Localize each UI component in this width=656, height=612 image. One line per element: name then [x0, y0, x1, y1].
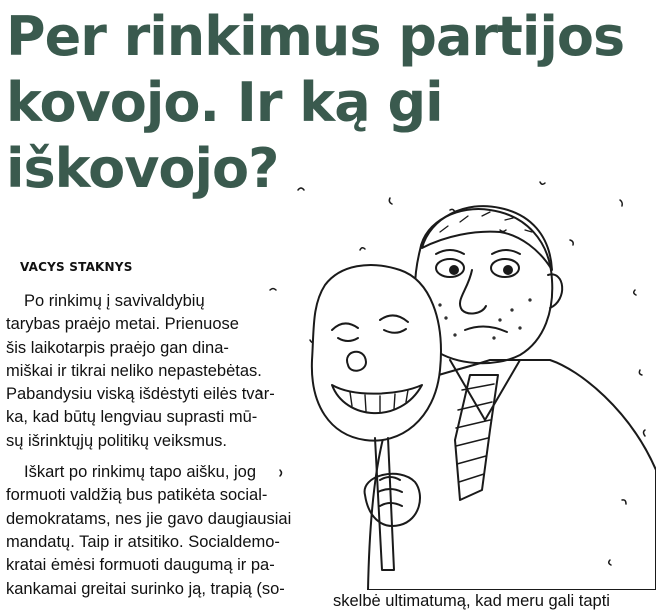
author-byline: VACYS STAKNYS — [20, 260, 133, 274]
text-line: Po rinkimų į savivaldybių — [24, 292, 205, 310]
text-line: mandatų. Taip ir atsitiko. Socialdemo- — [6, 532, 280, 551]
headline-line-2: kovojo. Ir ką gi — [6, 71, 443, 134]
text-line: ka, kad būtų lengviau suprasti mū- — [6, 408, 258, 427]
mask-face — [312, 265, 441, 441]
nose — [460, 270, 486, 313]
text-line: kankamai greitai surinko ją, trapią (so- — [6, 579, 285, 598]
text-line: kratai ėmėsi formuoti daugumą ir pa- — [6, 556, 275, 575]
stubble — [439, 299, 531, 339]
headline-line-3: iškovojo? — [6, 137, 279, 200]
text-line: formuoti valdžią bus patikėta social- — [6, 486, 268, 505]
text-line: demokratams, nes jie gavo daugiausiai — [6, 509, 292, 528]
text-line: šis laikotarpis praėjo gan dina- — [6, 338, 229, 357]
text-line: sų išrinktųjų politikų veiksmus. — [6, 431, 227, 450]
text-line: Pabandysiu viską išdėstyti eilės tvar- — [6, 385, 275, 404]
headline-line-1: Per rinkimus partijos — [6, 5, 625, 68]
cartoon-politician-with-smiling-mask-icon — [250, 170, 656, 590]
mouth — [465, 326, 507, 332]
text-line: tarybas praėjo metai. Prienuose — [6, 315, 239, 334]
text-line: miškai ir tikrai neliko nepastebėtas. — [6, 361, 262, 380]
right-column-text: skelbė ultimatumą, kad meru gali tapti — [333, 592, 610, 610]
ear — [548, 274, 562, 308]
text-line: Iškart po rinkimų tapo aišku, jog — [24, 463, 257, 482]
tie-stripes — [456, 384, 494, 482]
